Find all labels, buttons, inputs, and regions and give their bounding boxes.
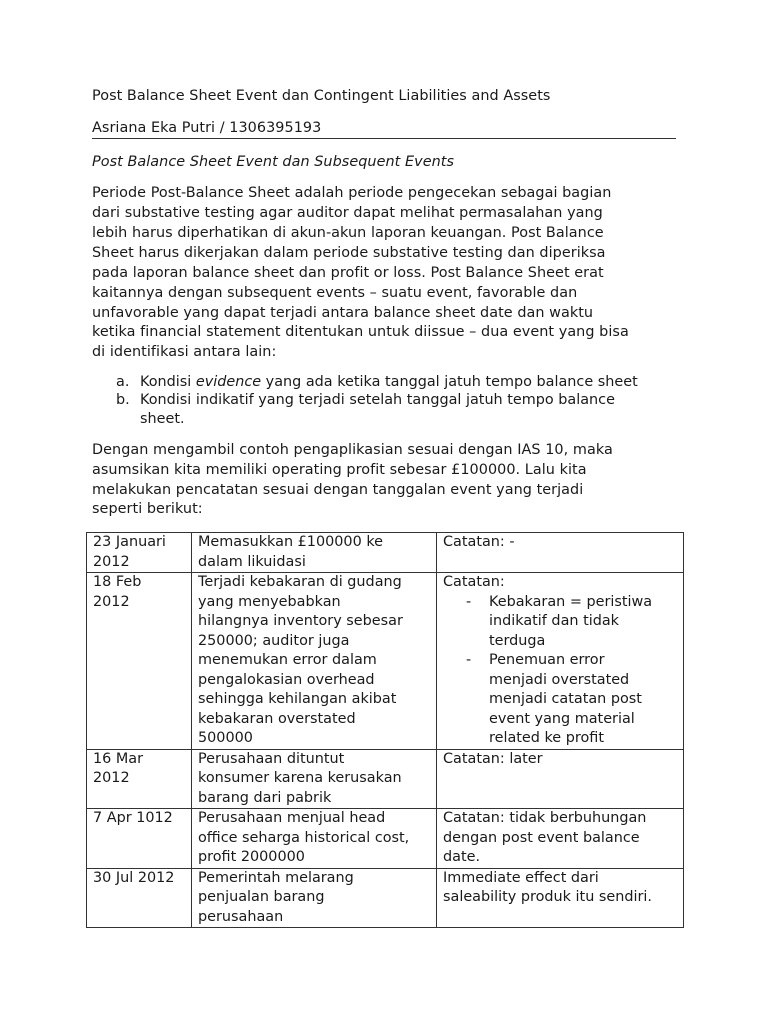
date-cell: 18 Feb 2012 xyxy=(87,573,192,750)
title-divider xyxy=(92,138,676,139)
list-item-text: Kondisi indikatif yang terjadi setelah tanggal jatuh tempo balance xyxy=(140,392,615,408)
note-cell: Catatan: later xyxy=(437,749,684,809)
table-row xyxy=(87,573,684,750)
paragraph-line: melakukan pencatatan sesuai dengan tanggalan event yang terjadi xyxy=(92,482,584,498)
document-title: Post Balance Sheet Event dan Contingent Liabilities and Assets xyxy=(92,88,551,104)
note-bullet-list xyxy=(443,593,677,749)
date-cell: 30 Jul 2012 xyxy=(87,868,192,928)
table-row xyxy=(87,749,684,809)
note-cell: Catatan: - xyxy=(437,533,684,573)
paragraph-line: dari substative testing agar auditor dapat melihat permasalahan yang xyxy=(92,205,603,221)
event-cell: Memasukkan £100000 ke dalam likuidasi xyxy=(192,533,437,573)
paragraph-line: asumsikan kita memiliki operating profit sebesar £100000. Lalu kita xyxy=(92,462,587,478)
list-item-text: Kondisi evidence yang ada ketika tanggal jatuh tempo balance sheet xyxy=(140,374,638,390)
date-cell: 23 Januari 2012 xyxy=(87,533,192,573)
paragraph-line: ketika financial statement ditentukan untuk diissue – dua event yang bisa xyxy=(92,324,629,340)
list-item-text: sheet. xyxy=(140,411,185,427)
table-row xyxy=(87,809,684,869)
date-cell: 7 Apr 1012 xyxy=(87,809,192,869)
event-cell: Perusahaan dituntut konsumer karena kerusakan barang dari pabrik xyxy=(192,749,437,809)
date-cell: 16 Mar 2012 xyxy=(87,749,192,809)
table-row xyxy=(87,533,684,573)
events-table xyxy=(86,532,684,928)
paragraph-line: unfavorable yang dapat terjadi antara balance sheet date dan waktu xyxy=(92,305,594,321)
note-bullet: - Kebakaran = peristiwa indikatif dan tidak terduga xyxy=(466,593,653,649)
paragraph-line: seperti berikut: xyxy=(92,501,203,517)
event-cell: Perusahaan menjual head office seharga historical cost, profit 2000000 xyxy=(192,809,437,869)
note-cell: Catatan: tidak berbuhungan dengan post event balance date. xyxy=(437,809,684,869)
event-cell: Terjadi kebakaran di gudang yang menyebabkan hilangnya inventory sebesar 250000; auditor juga menemukan error dalam pengalokasian overhead sehingga kehilangan akibat kebakaran overstated 500000 xyxy=(192,573,437,750)
list-marker: a. xyxy=(116,374,130,390)
event-cell: Pemerintah melarang penjualan barang perusahaan xyxy=(192,868,437,928)
note-cell: Immediate effect dari saleability produk itu sendiri. xyxy=(437,868,684,928)
paragraph-line: Dengan mengambil contoh pengaplikasian sesuai dengan IAS 10, maka xyxy=(92,442,613,458)
paragraph-line: lebih harus diperhatikan di akun-akun laporan keuangan. Post Balance xyxy=(92,225,604,241)
section-heading: Post Balance Sheet Event dan Subsequent Events xyxy=(92,154,455,170)
note-bullet: - Penemuan error menjadi overstated menjadi catatan post event yang material related ke profit xyxy=(466,652,642,746)
table-row xyxy=(87,868,684,928)
paragraph-line: di identifikasi antara lain: xyxy=(92,344,277,360)
list-marker: b. xyxy=(116,392,130,408)
paragraph-line: Sheet harus dikerjakan dalam periode substative testing dan diperiksa xyxy=(92,245,606,261)
paragraph-line: Periode Post-Balance Sheet adalah periode pengecekan sebagai bagian xyxy=(92,185,612,201)
paragraph-line: pada laporan balance sheet dan profit or loss. Post Balance Sheet erat xyxy=(92,265,604,281)
author-line: Asriana Eka Putri / 1306395193 xyxy=(92,120,322,136)
paragraph-line: kaitannya dengan subsequent events – suatu event, favorable dan xyxy=(92,285,578,301)
note-cell: Catatan: - Kebakaran = peristiwa indikatif dan tidak terduga - Penemuan error menjadi overstated menjadi catatan post event yang material related ke profit xyxy=(437,573,684,750)
